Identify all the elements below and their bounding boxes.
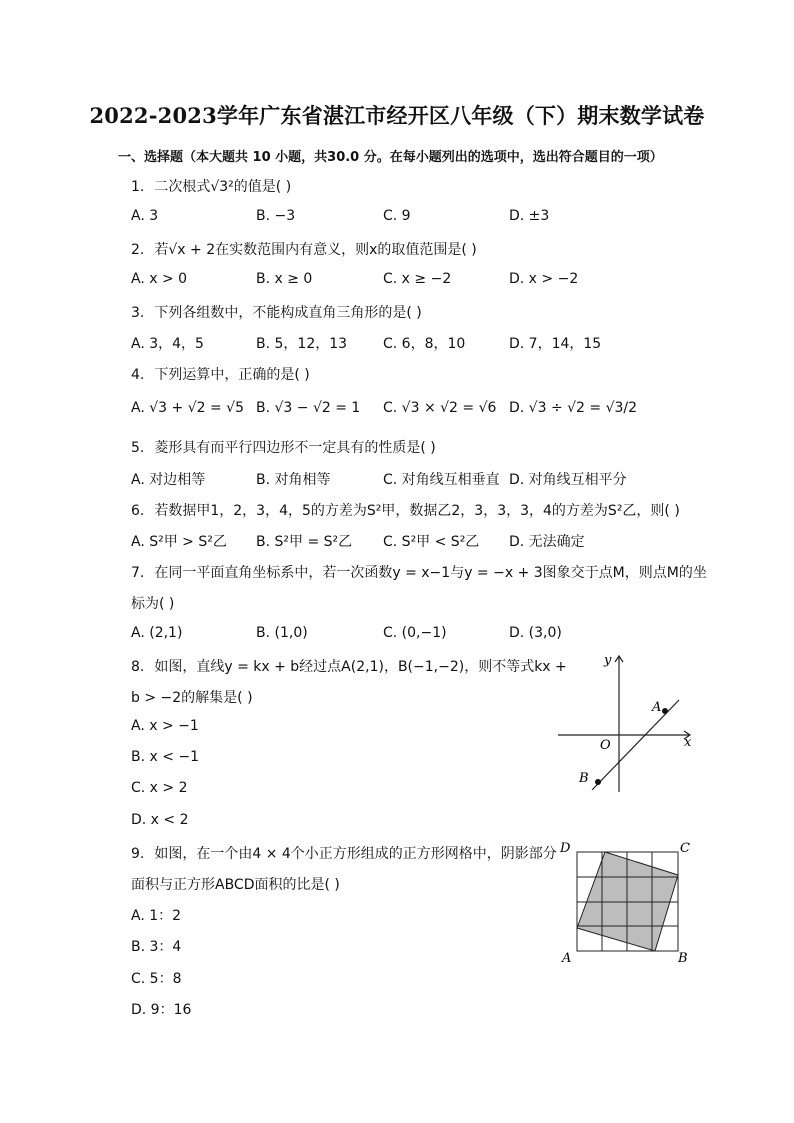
option-b: B. 对角相等 bbox=[256, 472, 331, 488]
option-b: B. S²甲 = S²乙 bbox=[256, 534, 353, 550]
option-d: D. x < 2 bbox=[131, 812, 189, 828]
question-text: 若数据甲1，2，3，4，5的方差为S²甲，数据乙2，3，3，3，4的方差为S²乙，则( ) bbox=[154, 503, 680, 519]
question-number: 7. bbox=[131, 565, 145, 581]
option-c: C. √3 × √2 = √6 bbox=[383, 400, 497, 416]
label-origin: O bbox=[600, 738, 611, 753]
question-9 bbox=[131, 843, 557, 863]
option-c: C. 9 bbox=[383, 208, 411, 224]
question-text: 下列各组数中，不能构成直角三角形的是( ) bbox=[154, 305, 422, 321]
label-a: A bbox=[652, 700, 662, 715]
option-a: A. 3 bbox=[131, 208, 159, 224]
question-7-continued: 标为( ) bbox=[131, 596, 175, 612]
option-a: A. 3，4，5 bbox=[131, 336, 204, 352]
option-d: D. 9：16 bbox=[131, 1002, 192, 1018]
question-text: 如图，直线y = kx + b经过点A(2,1)，B(−1,−2)，则不等式kx + bbox=[154, 659, 567, 675]
question-text: 若√x + 2在实数范围内有意义，则x的取值范围是( ) bbox=[154, 242, 477, 258]
figure-8-graph bbox=[552, 648, 702, 798]
label-d: D bbox=[560, 841, 571, 856]
option-c: C. 6，8，10 bbox=[383, 336, 466, 352]
question-number: 6. bbox=[131, 503, 145, 519]
option-b: B. 5，12，13 bbox=[256, 336, 348, 352]
option-a: A. 1：2 bbox=[131, 908, 182, 924]
question-4 bbox=[131, 364, 310, 384]
option-d: D. 无法确定 bbox=[509, 534, 585, 550]
option-c: C. S²甲 < S²乙 bbox=[383, 534, 480, 550]
option-b: B. x ≥ 0 bbox=[256, 271, 313, 287]
option-b: B. √3 − √2 = 1 bbox=[256, 400, 361, 416]
question-5 bbox=[131, 437, 436, 457]
question-number: 1. bbox=[131, 179, 145, 195]
question-9-continued: 面积与正方形ABCD面积的比是( ) bbox=[131, 877, 340, 893]
question-number: 8. bbox=[131, 659, 145, 675]
option-c: C. 对角线互相垂直 bbox=[383, 472, 500, 488]
option-b: B. −3 bbox=[256, 208, 296, 224]
option-a: A. √3 + √2 = √5 bbox=[131, 400, 244, 416]
option-b: B. 3：4 bbox=[131, 939, 182, 955]
question-text: 在同一平面直角坐标系中，若一次函数y = x−1与y = −x + 3图象交于点M，则点M的坐 bbox=[154, 565, 707, 581]
option-a: A. (2,1) bbox=[131, 625, 183, 641]
question-text: 菱形具有而平行四边形不一定具有的性质是( ) bbox=[154, 440, 436, 456]
section-header: 一、选择题（本大题共 10 小题，共30.0 分。在每小题列出的选项中，选出符合题目的一项） bbox=[118, 150, 663, 165]
question-7 bbox=[131, 562, 707, 582]
question-2 bbox=[131, 239, 477, 259]
label-a: A bbox=[562, 951, 572, 966]
option-a: A. x > 0 bbox=[131, 271, 188, 287]
question-number: 4. bbox=[131, 367, 145, 383]
label-b: B bbox=[678, 951, 688, 966]
option-b: B. x < −1 bbox=[131, 749, 200, 765]
option-c: C. 5：8 bbox=[131, 971, 182, 987]
question-8-continued: b > −2的解集是( ) bbox=[131, 690, 253, 706]
label-y: y bbox=[604, 653, 612, 668]
option-c: C. x ≥ −2 bbox=[383, 271, 452, 287]
question-8 bbox=[131, 656, 567, 676]
question-1 bbox=[131, 176, 291, 196]
option-d: D. (3,0) bbox=[509, 625, 562, 641]
question-3 bbox=[131, 302, 422, 322]
figure-9-grid bbox=[556, 836, 696, 971]
option-d: D. 7，14，15 bbox=[509, 336, 602, 352]
question-text: 下列运算中，正确的是( ) bbox=[154, 367, 310, 383]
point-b bbox=[595, 779, 601, 785]
label-b: B bbox=[579, 771, 589, 786]
option-c: C. (0,−1) bbox=[383, 625, 447, 641]
option-d: D. √3 ÷ √2 = √3/2 bbox=[509, 400, 638, 416]
option-d: D. 对角线互相平分 bbox=[509, 472, 627, 488]
page-title: 2022-2023学年广东省湛江市经开区八年级（下）期末数学试卷 bbox=[89, 103, 705, 128]
grid-lines bbox=[577, 852, 678, 951]
option-a: A. 对边相等 bbox=[131, 472, 206, 488]
option-c: C. x > 2 bbox=[131, 780, 188, 796]
option-a: A. x > −1 bbox=[131, 718, 199, 734]
question-number: 9. bbox=[131, 846, 145, 862]
question-text: 如图，在一个由4 × 4个小正方形组成的正方形网格中，阴影部分 bbox=[154, 846, 557, 862]
option-a: A. S²甲 > S²乙 bbox=[131, 534, 227, 550]
option-b: B. (1,0) bbox=[256, 625, 308, 641]
label-x: x bbox=[684, 735, 692, 750]
question-6 bbox=[131, 500, 680, 520]
question-number: 3. bbox=[131, 305, 145, 321]
point-a bbox=[662, 708, 668, 714]
question-number: 5. bbox=[131, 440, 145, 456]
question-text: 二次根式√3²的值是( ) bbox=[154, 179, 292, 195]
option-d: D. ±3 bbox=[509, 208, 550, 224]
label-c: C bbox=[680, 841, 690, 856]
question-number: 2. bbox=[131, 242, 145, 258]
option-d: D. x > −2 bbox=[509, 271, 579, 287]
